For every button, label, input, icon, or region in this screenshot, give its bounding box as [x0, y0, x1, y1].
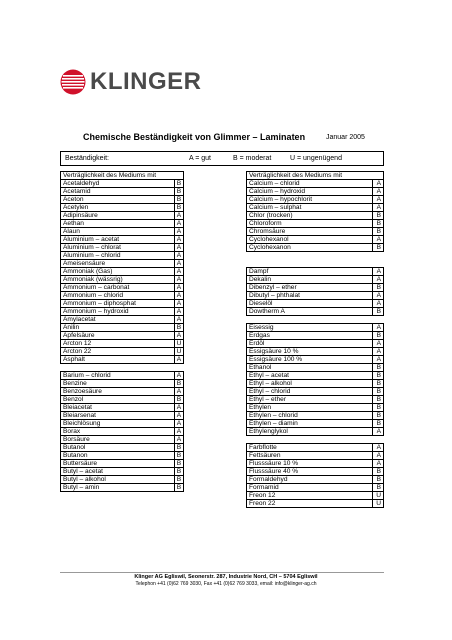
- medium-name: Ethylenglykol: [246, 427, 372, 435]
- resistance-rating: A: [174, 243, 184, 251]
- table-row: [246, 499, 384, 507]
- table-row: [60, 211, 184, 219]
- medium-name: Asphalt: [60, 355, 174, 363]
- medium-name: Benzoesäure: [60, 387, 174, 395]
- right-resistance-table: [246, 171, 384, 507]
- resistance-rating: B: [372, 419, 384, 427]
- resistance-rating: B: [174, 323, 184, 331]
- medium-name: Erdgas: [246, 331, 372, 339]
- medium-name: Calcium – chlorid: [246, 179, 372, 187]
- medium-name: Aceton: [60, 195, 174, 203]
- medium-name: Aluminium – chlorat: [60, 243, 174, 251]
- table-row: [246, 243, 384, 251]
- medium-name: Ethanol: [246, 363, 372, 371]
- table-row: [246, 227, 384, 235]
- column-header: Verträglichkeit des Mediums mit: [60, 171, 184, 179]
- resistance-rating: [372, 259, 384, 267]
- table-row: [246, 339, 384, 347]
- legend-u: U = ungenügend: [290, 155, 342, 162]
- resistance-rating: B: [174, 379, 184, 387]
- table-row: [60, 283, 184, 291]
- medium-name: Dekalin: [246, 275, 372, 283]
- resistance-rating: B: [372, 283, 384, 291]
- medium-name: Bleiacetat: [60, 403, 174, 411]
- medium-name: Fettsäuren: [246, 451, 372, 459]
- table-row: [246, 395, 384, 403]
- resistance-rating: B: [372, 483, 384, 491]
- table-row: [60, 235, 184, 243]
- resistance-rating: A: [372, 179, 384, 187]
- table-row: [246, 331, 384, 339]
- table-row: [60, 403, 184, 411]
- resistance-rating: A: [372, 355, 384, 363]
- resistance-rating: A: [174, 291, 184, 299]
- medium-name: Formaldehyd: [246, 475, 372, 483]
- table-row: [60, 307, 184, 315]
- table-row: [60, 195, 184, 203]
- table-row: [60, 347, 184, 355]
- resistance-rating: A: [174, 283, 184, 291]
- table-row: [60, 427, 184, 435]
- medium-name: Farbflotte: [246, 443, 372, 451]
- table-row: [246, 491, 384, 499]
- medium-name: Buttersäure: [60, 459, 174, 467]
- medium-name: Bleichlösung: [60, 419, 174, 427]
- resistance-rating: B: [372, 411, 384, 419]
- medium-name: [60, 363, 174, 371]
- medium-name: Ameisensäure: [60, 259, 174, 267]
- table-row: [60, 363, 184, 371]
- brand-name: KLINGER: [90, 68, 202, 95]
- medium-name: Aethan: [60, 219, 174, 227]
- resistance-rating: A: [372, 235, 384, 243]
- resistance-rating: A: [174, 235, 184, 243]
- table-row: [60, 323, 184, 331]
- resistance-rating: A: [174, 307, 184, 315]
- resistance-rating: [372, 315, 384, 323]
- resistance-rating: A: [174, 427, 184, 435]
- table-row: [246, 299, 384, 307]
- table-row: [246, 219, 384, 227]
- resistance-rating: A: [174, 211, 184, 219]
- resistance-rating: B: [174, 459, 184, 467]
- table-row: [246, 467, 384, 475]
- medium-name: Eisessig: [246, 323, 372, 331]
- table-row: [246, 211, 384, 219]
- medium-name: Ammoniak (Gas): [60, 267, 174, 275]
- table-row: [60, 467, 184, 475]
- table-row: [60, 315, 184, 323]
- medium-name: [246, 315, 372, 323]
- medium-name: Chromsäure: [246, 227, 372, 235]
- resistance-rating: [372, 435, 384, 443]
- resistance-rating: A: [372, 427, 384, 435]
- medium-name: Freon 22: [246, 499, 372, 508]
- resistance-rating: B: [174, 443, 184, 451]
- klinger-logo-mark-icon: [60, 69, 86, 95]
- table-header-row: [246, 171, 384, 179]
- resistance-rating: A: [372, 347, 384, 355]
- medium-name: Erdöl: [246, 339, 372, 347]
- table-row: [60, 411, 184, 419]
- resistance-rating: [372, 251, 384, 259]
- medium-name: Ethylen: [246, 403, 372, 411]
- table-row: [246, 203, 384, 211]
- table-row: [246, 347, 384, 355]
- resistance-rating: [174, 363, 184, 371]
- table-row: [246, 291, 384, 299]
- table-row: [60, 419, 184, 427]
- resistance-rating: A: [372, 187, 384, 195]
- medium-name: Dibutyl – phthalat: [246, 291, 372, 299]
- table-row: [60, 227, 184, 235]
- table-row: [246, 355, 384, 363]
- resistance-rating: U: [174, 347, 184, 355]
- table-row: [246, 315, 384, 323]
- table-row: [60, 451, 184, 459]
- table-row: [60, 355, 184, 363]
- table-row: [60, 203, 184, 211]
- resistance-rating: B: [372, 467, 384, 475]
- medium-name: Borsäure: [60, 435, 174, 443]
- medium-name: Arcton 22: [60, 347, 174, 355]
- medium-name: Barium – chlorid: [60, 371, 174, 379]
- legend-box: [60, 151, 384, 166]
- medium-name: Acetamid: [60, 187, 174, 195]
- medium-name: Ammonium – diphosphat: [60, 299, 174, 307]
- medium-name: Cyclohexanon: [246, 243, 372, 251]
- medium-name: Butyl – alkohol: [60, 475, 174, 483]
- medium-name: Butanol: [60, 443, 174, 451]
- table-row: [246, 419, 384, 427]
- resistance-rating: A: [174, 411, 184, 419]
- table-row: [60, 395, 184, 403]
- resistance-rating: B: [174, 187, 184, 195]
- resistance-rating: B: [372, 211, 384, 219]
- medium-name: Ethyl – chlorid: [246, 387, 372, 395]
- table-row: [60, 243, 184, 251]
- medium-name: Benzine: [60, 379, 174, 387]
- footer-divider: [60, 572, 384, 573]
- table-row: [246, 179, 384, 187]
- table-row: [60, 219, 184, 227]
- table-row: [246, 235, 384, 243]
- resistance-rating: A: [372, 299, 384, 307]
- table-row: [246, 379, 384, 387]
- table-row: [60, 267, 184, 275]
- resistance-rating: A: [174, 371, 184, 379]
- medium-name: Butanon: [60, 451, 174, 459]
- table-row: [60, 259, 184, 267]
- medium-name: [246, 435, 372, 443]
- resistance-rating: A: [174, 355, 184, 363]
- medium-name: Butyl – amin: [60, 483, 174, 492]
- resistance-rating: A: [372, 323, 384, 331]
- resistance-rating: B: [372, 475, 384, 483]
- medium-name: Dampf: [246, 267, 372, 275]
- resistance-rating: A: [174, 227, 184, 235]
- table-row: [60, 371, 184, 379]
- resistance-rating: B: [372, 227, 384, 235]
- resistance-rating: A: [174, 331, 184, 339]
- medium-name: Dibenzyl – ether: [246, 283, 372, 291]
- resistance-rating: B: [372, 371, 384, 379]
- resistance-rating: A: [372, 203, 384, 211]
- footer-address: Klinger AG Egliswil, Seonerstr. 287, Industrie Nord, CH – 5704 Egliswil: [134, 574, 318, 580]
- table-row: [60, 459, 184, 467]
- medium-name: [246, 251, 372, 259]
- table-row: [246, 459, 384, 467]
- resistance-rating: B: [174, 475, 184, 483]
- medium-name: [246, 259, 372, 267]
- resistance-rating: A: [174, 267, 184, 275]
- resistance-rating: A: [174, 403, 184, 411]
- resistance-rating: A: [372, 291, 384, 299]
- resistance-rating: A: [174, 299, 184, 307]
- medium-name: Acetylen: [60, 203, 174, 211]
- resistance-rating: B: [372, 363, 384, 371]
- table-row: [246, 475, 384, 483]
- column-header: Verträglichkeit des Mediums mit: [246, 171, 384, 179]
- medium-name: Cyclohexanol: [246, 235, 372, 243]
- resistance-rating: A: [174, 435, 184, 443]
- medium-name: Apfelsäure: [60, 331, 174, 339]
- medium-name: Bleiarsenat: [60, 411, 174, 419]
- resistance-rating: B: [174, 395, 184, 403]
- table-row: [246, 435, 384, 443]
- resistance-rating: A: [174, 219, 184, 227]
- resistance-rating: B: [174, 467, 184, 475]
- footer-contact: Telephon +41 (0)62 769 3030, Fax +41 (0)62 769 3033, email: info@klinger-ag.ch: [135, 581, 317, 587]
- table-row: [60, 435, 184, 443]
- resistance-rating: B: [174, 483, 184, 492]
- medium-name: Acetaldehyd: [60, 179, 174, 187]
- legend-label: Beständigkeit:: [65, 155, 109, 162]
- table-row: [60, 339, 184, 347]
- table-row: [246, 387, 384, 395]
- resistance-rating: B: [372, 403, 384, 411]
- table-row: [60, 275, 184, 283]
- table-row: [60, 299, 184, 307]
- resistance-rating: A: [174, 315, 184, 323]
- table-row: [60, 187, 184, 195]
- medium-name: Ammonium – hydroxid: [60, 307, 174, 315]
- medium-name: Aluminium – chlorid: [60, 251, 174, 259]
- table-row: [246, 187, 384, 195]
- medium-name: Ethyl – alkohol: [246, 379, 372, 387]
- resistance-rating: B: [174, 179, 184, 187]
- medium-name: Ammoniak (wässrig): [60, 275, 174, 283]
- resistance-rating: B: [372, 219, 384, 227]
- resistance-rating: A: [372, 459, 384, 467]
- table-row: [246, 443, 384, 451]
- medium-name: Alaun: [60, 227, 174, 235]
- table-row: [60, 251, 184, 259]
- medium-name: Essigsäure 10 %: [246, 347, 372, 355]
- medium-name: Formamid: [246, 483, 372, 491]
- medium-name: Ethyl – acetat: [246, 371, 372, 379]
- legend-a: A = gut: [189, 155, 211, 162]
- document-date: Januar 2005: [326, 134, 365, 141]
- resistance-rating: B: [174, 203, 184, 211]
- medium-name: Borax: [60, 427, 174, 435]
- resistance-rating: A: [372, 443, 384, 451]
- legend-b: B = moderat: [233, 155, 272, 162]
- medium-name: Ammonium – carbonat: [60, 283, 174, 291]
- table-row: [246, 195, 384, 203]
- resistance-rating: A: [174, 259, 184, 267]
- medium-name: Butyl – acetat: [60, 467, 174, 475]
- resistance-rating: A: [372, 195, 384, 203]
- document-title: Chemische Beständigkeit von Glimmer – Laminaten: [83, 132, 306, 142]
- medium-name: Anilin: [60, 323, 174, 331]
- table-row: [246, 427, 384, 435]
- table-row: [60, 291, 184, 299]
- resistance-rating: A: [372, 267, 384, 275]
- resistance-rating: A: [372, 275, 384, 283]
- klinger-logo: [60, 68, 202, 96]
- table-row: [246, 403, 384, 411]
- medium-name: Ammonium – chlorid: [60, 291, 174, 299]
- table-row: [60, 331, 184, 339]
- table-row: [246, 411, 384, 419]
- table-row: [246, 451, 384, 459]
- resistance-rating: A: [174, 251, 184, 259]
- resistance-rating: U: [174, 339, 184, 347]
- table-row: [246, 371, 384, 379]
- table-row: [246, 483, 384, 491]
- medium-name: Dieselöl: [246, 299, 372, 307]
- resistance-rating: B: [174, 451, 184, 459]
- resistance-rating: A: [174, 387, 184, 395]
- resistance-rating: B: [372, 379, 384, 387]
- medium-name: Chlor (trocken): [246, 211, 372, 219]
- medium-name: Essigsäure 100 %: [246, 355, 372, 363]
- medium-name: Freon 12: [246, 491, 372, 499]
- medium-name: Benzol: [60, 395, 174, 403]
- table-row: [246, 275, 384, 283]
- medium-name: Flusssäure 40 %: [246, 467, 372, 475]
- table-row: [246, 363, 384, 371]
- table-row: [60, 379, 184, 387]
- medium-name: Aluminium – acetat: [60, 235, 174, 243]
- resistance-rating: A: [372, 339, 384, 347]
- resistance-rating: U: [372, 491, 384, 499]
- resistance-rating: B: [372, 387, 384, 395]
- resistance-rating: B: [372, 243, 384, 251]
- medium-name: Calcium – hypochlorit: [246, 195, 372, 203]
- medium-name: Calcium – sulphat: [246, 203, 372, 211]
- resistance-rating: B: [372, 331, 384, 339]
- medium-name: Arcton 12: [60, 339, 174, 347]
- medium-name: Ethyl – ether: [246, 395, 372, 403]
- table-header-row: [60, 171, 184, 179]
- table-row: [246, 259, 384, 267]
- table-row: [246, 323, 384, 331]
- resistance-rating: A: [372, 451, 384, 459]
- medium-name: Flusssäure 10 %: [246, 459, 372, 467]
- medium-name: Amylacetat: [60, 315, 174, 323]
- table-row: [60, 475, 184, 483]
- resistance-rating: B: [372, 307, 384, 315]
- medium-name: Calcium – hydroxid: [246, 187, 372, 195]
- resistance-rating: A: [174, 275, 184, 283]
- table-row: [60, 179, 184, 187]
- medium-name: Chloroform: [246, 219, 372, 227]
- table-row: [246, 267, 384, 275]
- resistance-rating: A: [174, 419, 184, 427]
- medium-name: Dowtherm A: [246, 307, 372, 315]
- table-row: [246, 251, 384, 259]
- table-row: [246, 307, 384, 315]
- medium-name: Ethylen – chlorid: [246, 411, 372, 419]
- medium-name: Ethylen – diamin: [246, 419, 372, 427]
- table-row: [246, 283, 384, 291]
- resistance-rating: B: [174, 195, 184, 203]
- resistance-rating: B: [372, 395, 384, 403]
- table-row: [60, 387, 184, 395]
- resistance-rating: U: [372, 499, 384, 508]
- table-row: [60, 443, 184, 451]
- left-resistance-table: [60, 171, 184, 491]
- medium-name: Adipinsäure: [60, 211, 174, 219]
- table-row: [60, 483, 184, 491]
